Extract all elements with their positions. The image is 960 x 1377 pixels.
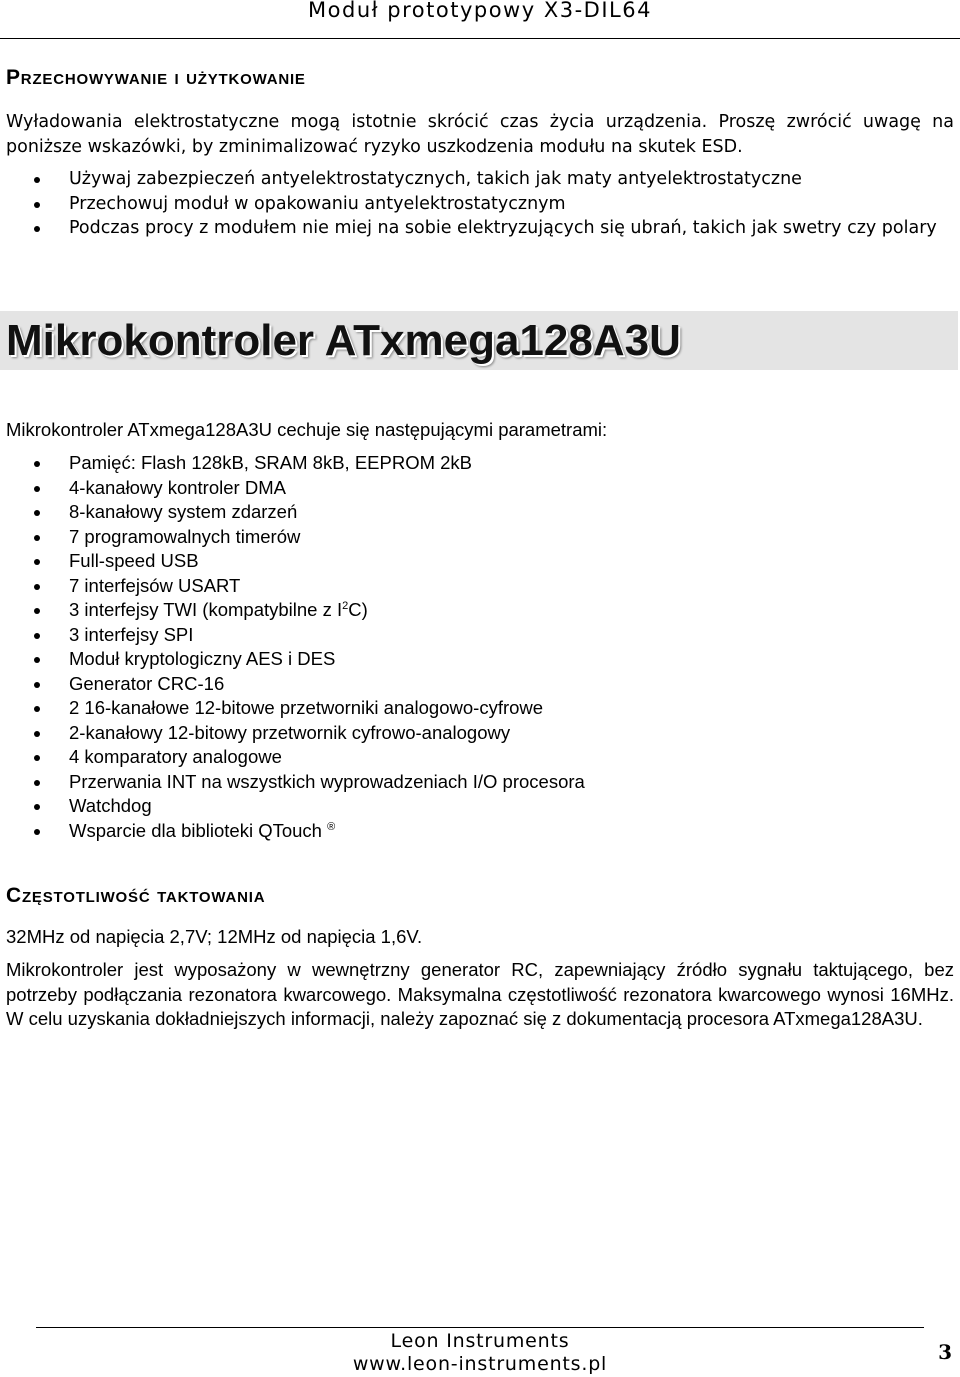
- list-item: Moduł kryptologiczny AES i DES: [0, 647, 940, 672]
- bullet-icon: [34, 202, 40, 208]
- bullet-icon: [34, 633, 40, 639]
- footer-company: Leon Instruments: [390, 1330, 570, 1352]
- bullet-icon: [34, 584, 40, 590]
- storage-intro: Wyładowania elektrostatyczne mogą istotnie skrócić czas życia urządzenia. Proszę zwrócić uwagę na poniższe wskazówki, by zminimalizować ryzyko uszkodzenia modułu na skutek ESD.: [6, 112, 954, 157]
- list-item: 2 16-kanałowe 12-bitowe przetworniki analogowo-cyfrowe: [0, 696, 940, 721]
- list-item: 3 interfejsy TWI (kompatybilne z $I^2C$): [0, 598, 940, 623]
- list-item: Wsparcie dla biblioteki QTouch ®: [0, 819, 940, 844]
- superscript: 2: [342, 599, 349, 612]
- registered-mark: ®: [327, 820, 336, 833]
- footer-divider: [36, 1327, 924, 1328]
- list-item: Full-speed USB: [0, 549, 940, 574]
- footer-url[interactable]: www.leon-instruments.pl: [352, 1353, 608, 1375]
- section-banner: [0, 311, 958, 370]
- header-divider: [0, 38, 960, 39]
- banner-title: Mikrokontroler ATxmega128A3U: [6, 316, 681, 365]
- list-item: 7 interfejsów USART: [0, 574, 940, 599]
- bullet-icon: [34, 226, 40, 232]
- bullet-icon: [34, 535, 40, 541]
- list-item: 4 komparatory analogowe: [0, 745, 940, 770]
- list-item: Przerwania INT na wszystkich wyprowadzeniach I/O procesora: [0, 770, 940, 795]
- bullet-icon: [34, 608, 40, 614]
- list-item: 2-kanałowy 12-bitowy przetwornik cyfrowo-analogowy: [0, 721, 940, 746]
- clock-description: Mikrokontroler jest wyposażony w wewnętrzny generator RC, zapewniający źródło sygnału taktującego, bez potrzeby podłączania rezonatora kwarcowego. Maksymalna częstotliwość rezonatora kwarcowego wynosi 16MHz. W celu uzyskania dokładniejszych informacji, należy zapoznać się z dokumentacją procesora ATxmega128A3U.: [6, 959, 954, 1029]
- bullet-icon: [34, 706, 40, 712]
- list-item: Pamięć: Flash 128kB, SRAM 8kB, EEPROM 2kB: [0, 451, 940, 476]
- clock-summary: 32MHz od napięcia 2,7V; 12MHz od napięcia 1,6V.: [6, 926, 423, 947]
- bullet-icon: [34, 510, 40, 516]
- bullet-icon: [34, 559, 40, 565]
- bullet-icon: [34, 657, 40, 663]
- list-item: Przechowuj moduł w opakowaniu antyelektrostatycznym: [0, 192, 954, 217]
- bullet-icon: [34, 486, 40, 492]
- page-number: 3: [938, 1340, 952, 1364]
- list-item: Generator CRC-16: [0, 672, 940, 697]
- list-item: 8-kanałowy system zdarzeń: [0, 500, 940, 525]
- mcu-features-list: [0, 451, 940, 843]
- bullet-icon: [34, 829, 40, 835]
- list-item: Watchdog: [0, 794, 940, 819]
- page-header-title: Moduł prototypowy X3-DIL64: [308, 0, 652, 22]
- list-item: 3 interfejsy SPI: [0, 623, 940, 648]
- storage-list: [0, 167, 954, 241]
- bullet-icon: [34, 731, 40, 737]
- bullet-icon: [34, 804, 40, 810]
- list-item: 7 programowalnych timerów: [0, 525, 940, 550]
- bullet-icon: [34, 780, 40, 786]
- bullet-icon: [34, 682, 40, 688]
- storage-heading: Przechowywanie i użytkowanie: [6, 66, 306, 89]
- bullet-icon: [34, 177, 40, 183]
- list-item: Podczas procy z modułem nie miej na sobie elektryzujących się ubrań, takich jak swetry czy polary: [0, 216, 954, 241]
- bullet-icon: [34, 461, 40, 467]
- clock-heading: Częstotliwość taktowania: [6, 884, 266, 907]
- bullet-icon: [34, 755, 40, 761]
- list-item: Używaj zabezpieczeń antyelektrostatycznych, takich jak maty antyelektrostatyczne: [0, 167, 954, 192]
- mcu-intro: Mikrokontroler ATxmega128A3U cechuje się następującymi parametrami:: [6, 419, 608, 440]
- list-item: 4-kanałowy kontroler DMA: [0, 476, 940, 501]
